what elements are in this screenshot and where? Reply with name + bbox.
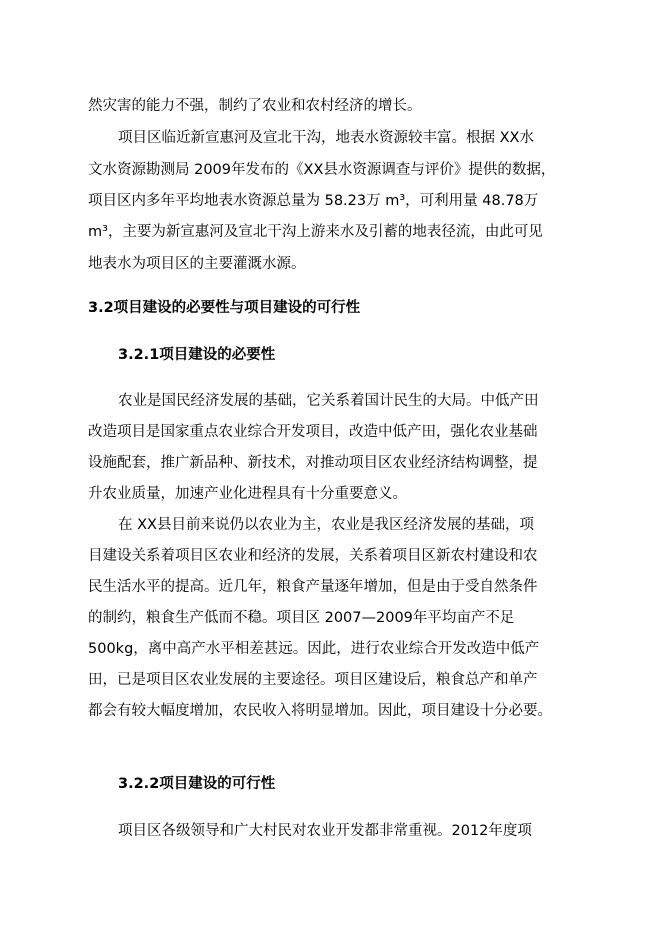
intro-tail-line-1: 然灾害的能力不强，制约了农业和农村经济的增长。 [88,98,422,114]
section-heading: 3.2项目建设的必要性与项目建设的可行性 [88,300,361,316]
water-resources-line-3: 项目区内多年平均地表水资源总量为 58.23万 m³，可利用量 48.78万 [88,193,539,209]
necessity-p2-line-2: 目建设关系着项目区农业和经济的发展，关系着项目区新农村建设和农 [88,548,538,564]
necessity-p2-line-7: 都会有较大幅度增加，农民收入将明显增加。因此，项目建设十分必要。 [88,703,552,719]
necessity-p1-line-2: 改造项目是国家重点农业综合开发项目，改造中低产田，强化农业基础 [88,424,538,440]
feasibility-p1-line-1: 项目区各级领导和广大村民对农业开发都非常重视。2012年度项 [118,823,532,839]
necessity-p2-line-5: 500kg，离中高产水平相差甚远。因此，进行农业综合开发改造中低产 [88,641,540,657]
necessity-p2-line-1: 在 XX县目前来说仍以农业为主，农业是我区经济发展的基础，项 [118,517,534,533]
subsection-necessity-heading: 3.2.1项目建设的必要性 [118,347,276,363]
necessity-p1-line-4: 升农业质量，加速产业化进程具有十分重要意义。 [88,486,407,502]
water-resources-line-4: m³，主要为新宣惠河及宣北干沟上游来水及引蓄的地表径流，由此可见 [88,224,543,240]
water-resources-line-1: 项目区临近新宣惠河及宣北干沟，地表水资源较丰富。根据 XX水 [118,130,534,146]
water-resources-line-2: 文水资源勘测局 2009年发布的《XX县水资源调查与评价》提供的数据， [88,162,556,178]
necessity-p2-line-6: 田，已是项目区农业发展的主要途径。项目区建设后，粮食总产和单产 [88,672,538,688]
necessity-p2-line-4: 的制约，粮食生产低而不稳。项目区 2007—2009年平均亩产不足 [88,610,515,626]
subsection-feasibility-heading: 3.2.2项目建设的可行性 [118,776,276,792]
necessity-p2-line-3: 民生活水平的提高。近几年，粮食产量逐年增加，但是由于受自然条件 [88,579,538,595]
necessity-p1-line-1: 农业是国民经济发展的基础，它关系着国计民生的大局。中低产田 [118,393,539,409]
necessity-p1-line-3: 设施配套，推广新品种、新技术，对推动项目区农业经济结构调整，提 [88,455,538,471]
water-resources-line-5: 地表水为项目区的主要灌溉水源。 [88,256,306,272]
